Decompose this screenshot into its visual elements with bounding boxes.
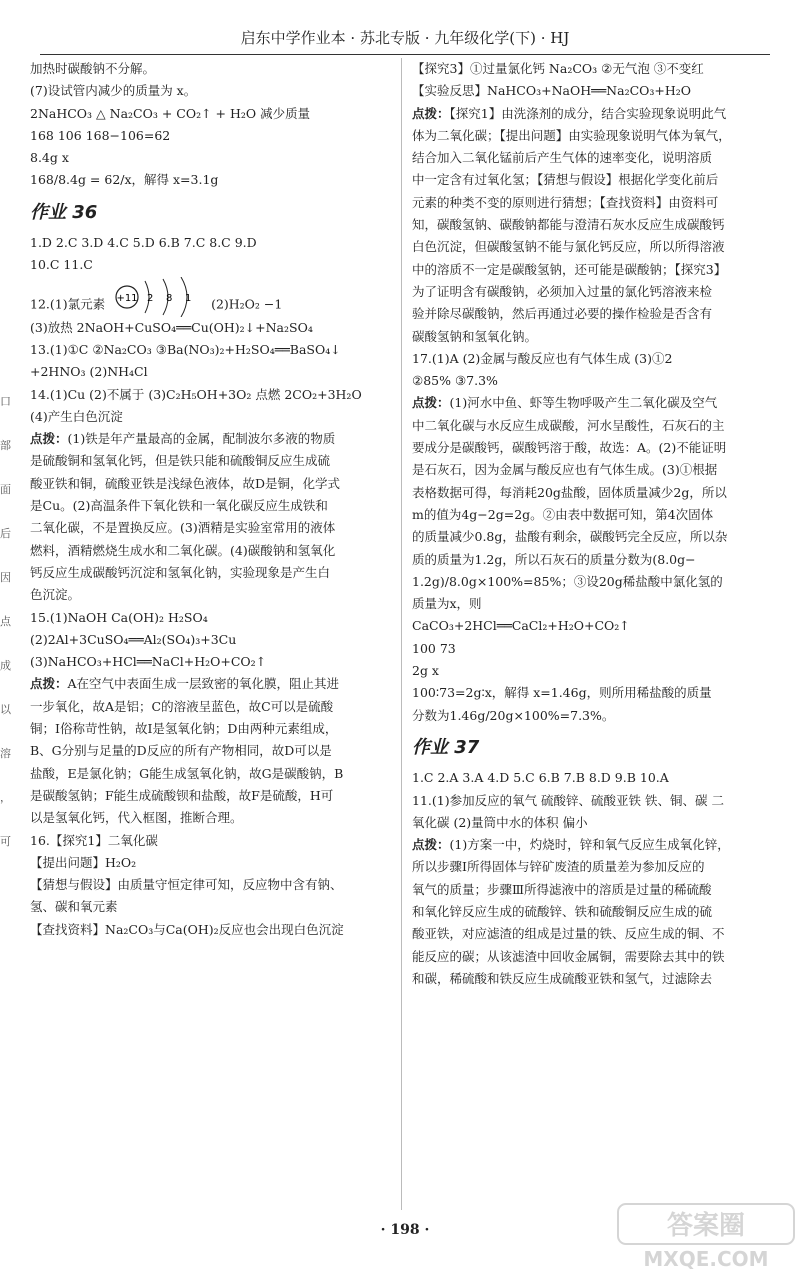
text-line: 一步氧化，故A是铝；C的溶液呈蓝色，故C可以是硫酸 — [30, 698, 334, 714]
text-line: CaCO₃+2HCl══CaCl₂+H₂O+CO₂↑ — [412, 618, 630, 634]
text-line: 14.(1)Cu (2)不属于 (3)C₂H₅OH+3O₂ 点燃 2CO₂+3H₂O — [30, 386, 362, 402]
svg-text:+11: +11 — [116, 292, 138, 304]
text-line: 中一定含有过氧化氢；【猜想与假设】根据化学变化前后 — [412, 172, 719, 188]
text-line: B、G分别与足量的D反应的所有产物相同，故D可以是 — [30, 743, 332, 759]
text-line: 【猜想与假设】由质量守恒定律可知，反应物中含有钠、 — [30, 877, 343, 893]
answer-line: 1.C 2.A 3.A 4.D 5.C 6.B 7.B 8.D 9.B 10.A — [412, 770, 669, 786]
text-line: +2HNO₃ (2)NH₄Cl — [30, 364, 148, 380]
edge-char: 口 — [0, 395, 11, 408]
text-line: 点拨：【探究1】由洗涤剂的成分，结合实验现象说明此气 — [412, 105, 727, 121]
text-line: 168 106 168−106=62 — [30, 127, 171, 143]
text-line: 100∶73=2g∶x，解得 x=1.46g，则所用稀盐酸的质量 — [412, 685, 712, 701]
text-line: 是碳酸氢钠；F能生成硫酸钡和盐酸，故F是硫酸，H可 — [30, 787, 334, 803]
text-line: 二氧化碳，不是置换反应。(3)酒精是实验室常用的液体 — [30, 520, 336, 536]
q12-label: 12.(1)氯元素 — [30, 296, 106, 312]
text-line: 钙反应生成碳酸钙沉淀和氢氧化钠，实验现象是产生白 — [30, 564, 331, 580]
text-line: 白色沉淀，但碳酸氢钠不能与氯化钙反应，所以所得溶液 — [412, 239, 725, 255]
text-line: (4)产生白色沉淀 — [30, 408, 123, 424]
text-line: 中二氧化碳与水反应生成碳酸，河水呈酸性，石灰石的主 — [412, 417, 725, 433]
svg-text:1: 1 — [185, 292, 192, 304]
text-line: 15.(1)NaOH Ca(OH)₂ H₂SO₄ — [30, 609, 208, 625]
text-line: 是硫酸铜和氢氧化钙，但是铁只能和硫酸铜反应生成硫 — [30, 453, 331, 469]
text-line: 2NaHCO₃ △ Na₂CO₃ + CO₂↑ + H₂O 减少质量 — [30, 105, 311, 121]
left-pre-block — [30, 58, 395, 192]
text-line: 表格数据可得，每消耗20g盐酸，固体质量减少2g，所以 — [412, 484, 727, 500]
text-line: 氢、碳和氧元素 — [30, 899, 118, 915]
header-title: 启东中学作业本 · 苏北专版 · 九年级化学(下) · HJ — [240, 29, 570, 47]
text-line: 点拨：(1)铁是年产量最高的金属，配制波尔多液的物质 — [30, 431, 336, 447]
text-line: (3)放热 2NaOH+CuSO₄══Cu(OH)₂↓+Na₂SO₄ — [30, 319, 313, 335]
text-line: 质量为x，则 — [412, 596, 482, 612]
svg-text:8: 8 — [166, 292, 173, 304]
page-number: · 198 · — [380, 1222, 430, 1238]
text-line: 为了证明含有碳酸钠，必须加入过量的氯化钙溶液来检 — [412, 283, 713, 299]
edge-char: 溶 — [0, 747, 11, 760]
atom-structure-diagram — [113, 277, 203, 317]
edge-char: 成 — [0, 659, 11, 672]
text-line: 的质量减少0.8g，盐酸有剩余，碳酸钙完全反应，所以杂 — [412, 529, 728, 545]
answer-line: 氧化碳 (2)量筒中水的体积 偏小 — [412, 814, 588, 830]
left-edge-text — [0, 380, 14, 864]
answer-line: 能反应的碳；从该滤渣中回收金属铜，需要除去其中的铁 — [412, 948, 725, 964]
q12-tail: (2)H₂O₂ −1 — [211, 296, 283, 312]
text-line: 13.(1)①C ②Na₂CO₃ ③Ba(NO₃)₂+H₂SO₄══BaSO₄↓ — [30, 341, 341, 357]
text-line: 【查找资料】Na₂CO₃与Ca(OH)₂反应也会出现白色沉淀 — [30, 921, 344, 937]
svg-text:MXQE.COM: MXQE.COM — [643, 1247, 769, 1271]
text-line: 以是氢氧化钙，代入框图，推断合理。 — [30, 810, 243, 826]
text-line: 8.4g x — [30, 150, 69, 166]
text-line: 点拨：(1)河水中鱼、虾等生物呼吸产生二氧化碳及空气 — [412, 395, 718, 411]
text-line: 是Cu。(2)高温条件下氧化铁和一氧化碳反应生成铁和 — [30, 498, 328, 514]
text-line: 点拨：A在空气中表面生成一层致密的氧化膜，阻止其进 — [30, 676, 340, 692]
answer-line: 1.D 2.C 3.D 4.C 5.D 6.B 7.C 8.C 9.D — [30, 235, 257, 251]
left-column — [30, 58, 395, 941]
text-line: 盐酸，E是氯化钠；G能生成氢氧化钠，故G是碳酸钠，B — [30, 765, 344, 781]
text-line: (7)设试管内减少的质量为 x。 — [30, 83, 197, 99]
edge-char: 可 — [0, 835, 11, 848]
text-line: m的值为4g−2g=2g。②由表中数据可知，第4次固体 — [412, 506, 714, 522]
answer-line: 11.(1)参加反应的氧气 硫酸锌、硫酸亚铁 铁、铜、碳 二 — [412, 792, 725, 808]
text-line: 铜；I俗称苛性钠，故I是氢氧化钠；D由两种元素组成， — [30, 721, 338, 737]
text-line: 【探究3】①过量氯化钙 Na₂CO₃ ②无气泡 ③不变红 — [412, 61, 704, 76]
answer-line: 点拨：(1)方案一中，灼烧时，锌和氧气反应生成氧化锌， — [412, 837, 730, 853]
edge-char: 后 — [0, 527, 11, 540]
text-line: 16.【探究1】二氧化碳 — [30, 832, 158, 848]
answers-36 — [30, 232, 395, 277]
watermark-logo — [616, 1202, 796, 1272]
text-line: 燃料，酒精燃烧生成水和二氧化碳。(4)碳酸钠和氢氧化 — [30, 542, 336, 558]
q12-line — [30, 277, 395, 317]
left-main-block — [30, 317, 395, 941]
answer-line: 10.C 11.C — [30, 257, 93, 273]
text-line: 17.(1)A (2)金属与酸反应也有气体生成 (3)①2 — [412, 350, 673, 366]
text-line: 【实验反思】NaHCO₃+NaOH══Na₂CO₃+H₂O — [412, 83, 692, 99]
text-line: 验并除尽碳酸钠，然后再通过必要的操作检验是否含有 — [412, 306, 713, 322]
section-title-37: 作业 37 — [412, 736, 480, 758]
text-line: 碳酸氢钠和氢氧化钠。 — [412, 328, 538, 344]
text-line: 分数为1.46g/20g×100%=7.3%。 — [412, 707, 615, 723]
answer-line: 和碳，稀硫酸和铁反应生成硫酸亚铁和氢气，过滤除去 — [412, 970, 713, 986]
text-line: 体为二氧化碳；【提出问题】由实验现象说明气体为氧气， — [412, 127, 731, 143]
svg-text:2: 2 — [147, 292, 154, 304]
text-line: 【提出问题】H₂O₂ — [30, 854, 137, 870]
edge-char: 因 — [0, 571, 11, 584]
edge-char: 部 — [0, 439, 11, 452]
answer-line: 氧气的质量；步骤Ⅲ所得滤液中的溶质是过量的稀硫酸 — [412, 881, 712, 897]
text-line: (2)2Al+3CuSO₄══Al₂(SO₄)₃+3Cu — [30, 631, 237, 647]
text-line: 质的质量为1.2g，所以石灰石的质量分数为(8.0g− — [412, 551, 696, 567]
answers-37 — [412, 767, 787, 990]
answer-line: 和氧化锌反应生成的硫酸锌、铁和硫酸铜反应生成的硫 — [412, 903, 713, 919]
text-line: 中的溶质不一定是碳酸氢钠，还可能是碳酸钠；【探究3】 — [412, 261, 727, 277]
page-header — [40, 26, 770, 55]
answer-line: 酸亚铁，对应滤渣的组成是过量的铁、反应生成的铜、不 — [412, 926, 725, 942]
text-line: 要成分是碳酸钙，碳酸钙溶于酸，故选：A。(2)不能证明 — [412, 440, 727, 456]
text-line: 100 73 — [412, 640, 456, 656]
text-line: 1.2g)/8.0g×100%=85%；③设20g稀盐酸中氯化氢的 — [412, 573, 723, 589]
edge-char: 面 — [0, 483, 11, 496]
edge-char: ， — [0, 791, 11, 804]
svg-text:答案圈: 答案圈 — [666, 1211, 746, 1241]
right-column — [412, 58, 787, 990]
column-divider — [401, 58, 402, 1210]
section-title-36: 作业 36 — [30, 201, 98, 223]
right-main-block — [412, 58, 787, 727]
answer-line: 所以步骤Ⅰ所得固体与锌矿废渣的质量差为参加反应的 — [412, 859, 705, 875]
text-line: 色沉淀。 — [30, 587, 81, 603]
text-line: 元素的种类不变的原则进行猜想；【查找资料】由资料可 — [412, 194, 719, 210]
text-line: 168/8.4g = 62/x，解得 x=3.1g — [30, 172, 219, 188]
text-line: 加热时碳酸钠不分解。 — [30, 61, 156, 76]
edge-char: 以 — [0, 703, 11, 716]
text-line: 是石灰石，因为金属与酸反应也有气体生成。(3)①根据 — [412, 462, 718, 478]
text-line: (3)NaHCO₃+HCl══NaCl+H₂O+CO₂↑ — [30, 654, 267, 670]
text-line: 酸亚铁和铜，硫酸亚铁是浅绿色液体，故D是铜，化学式 — [30, 475, 341, 491]
text-line: ②85% ③7.3% — [412, 373, 498, 389]
text-line: 结合加入二氧化锰前后产生气体的速率变化，说明溶质 — [412, 150, 713, 166]
text-line: 知，碳酸氢钠、碳酸钠都能与澄清石灰水反应生成碳酸钙 — [412, 217, 725, 233]
edge-char: 点 — [0, 615, 11, 628]
text-line: 2g x — [412, 663, 439, 679]
